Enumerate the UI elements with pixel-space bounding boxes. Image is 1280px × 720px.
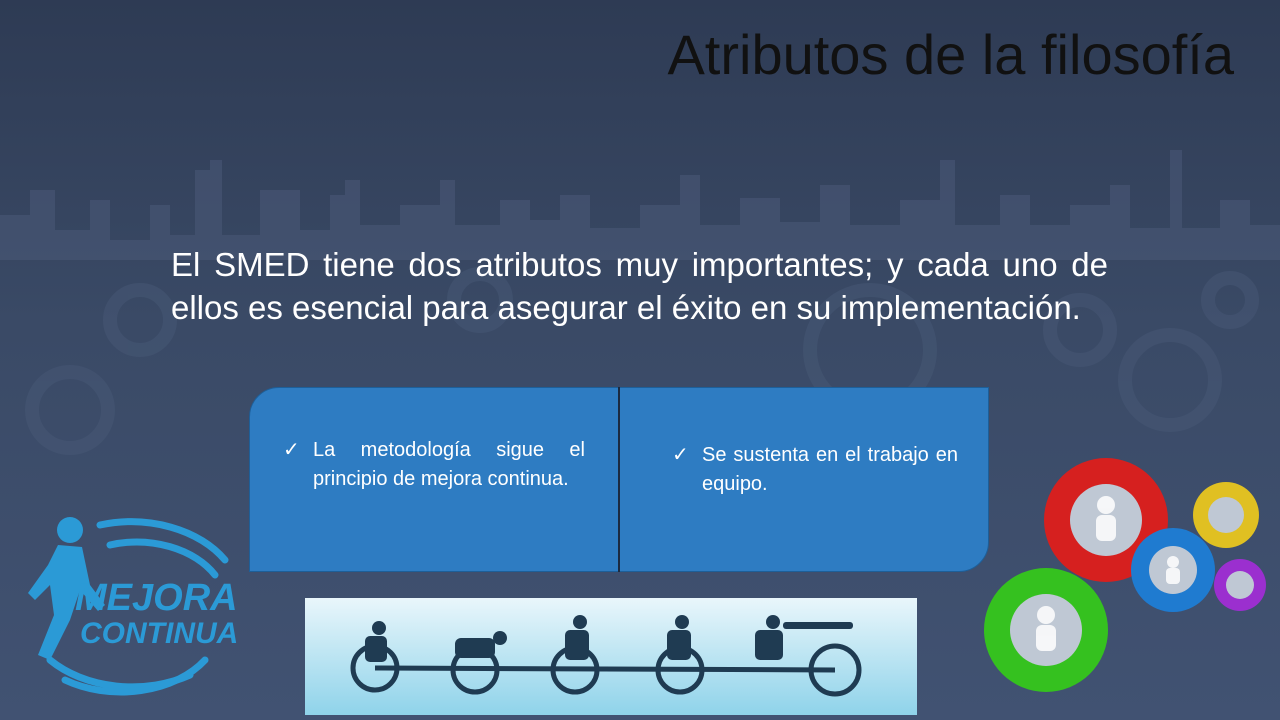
gears-illustration — [968, 440, 1273, 715]
check-icon: ✓ — [283, 439, 300, 461]
mejora-continua-logo — [10, 485, 240, 710]
logo-line2: CONTINUA — [80, 617, 239, 650]
attribute-item — [283, 436, 585, 494]
teamwork-bicycle-illustration — [305, 598, 917, 715]
logo-line1: MEJORA — [75, 577, 238, 619]
intro-paragraph: El SMED tiene dos atributos muy importantes; y cada uno de ellos es esencial para asegurar el éxito en su implementación. — [171, 246, 1108, 326]
attribute-text: La metodología sigue el principio de mejora continua. — [313, 439, 585, 490]
attribute-text: Se sustenta en el trabajo en equipo. — [702, 444, 958, 495]
slide-title: Atributos de la filosofía — [667, 23, 1234, 86]
attribute-item — [672, 441, 958, 499]
panel-divider — [618, 387, 620, 572]
check-icon: ✓ — [672, 444, 689, 466]
